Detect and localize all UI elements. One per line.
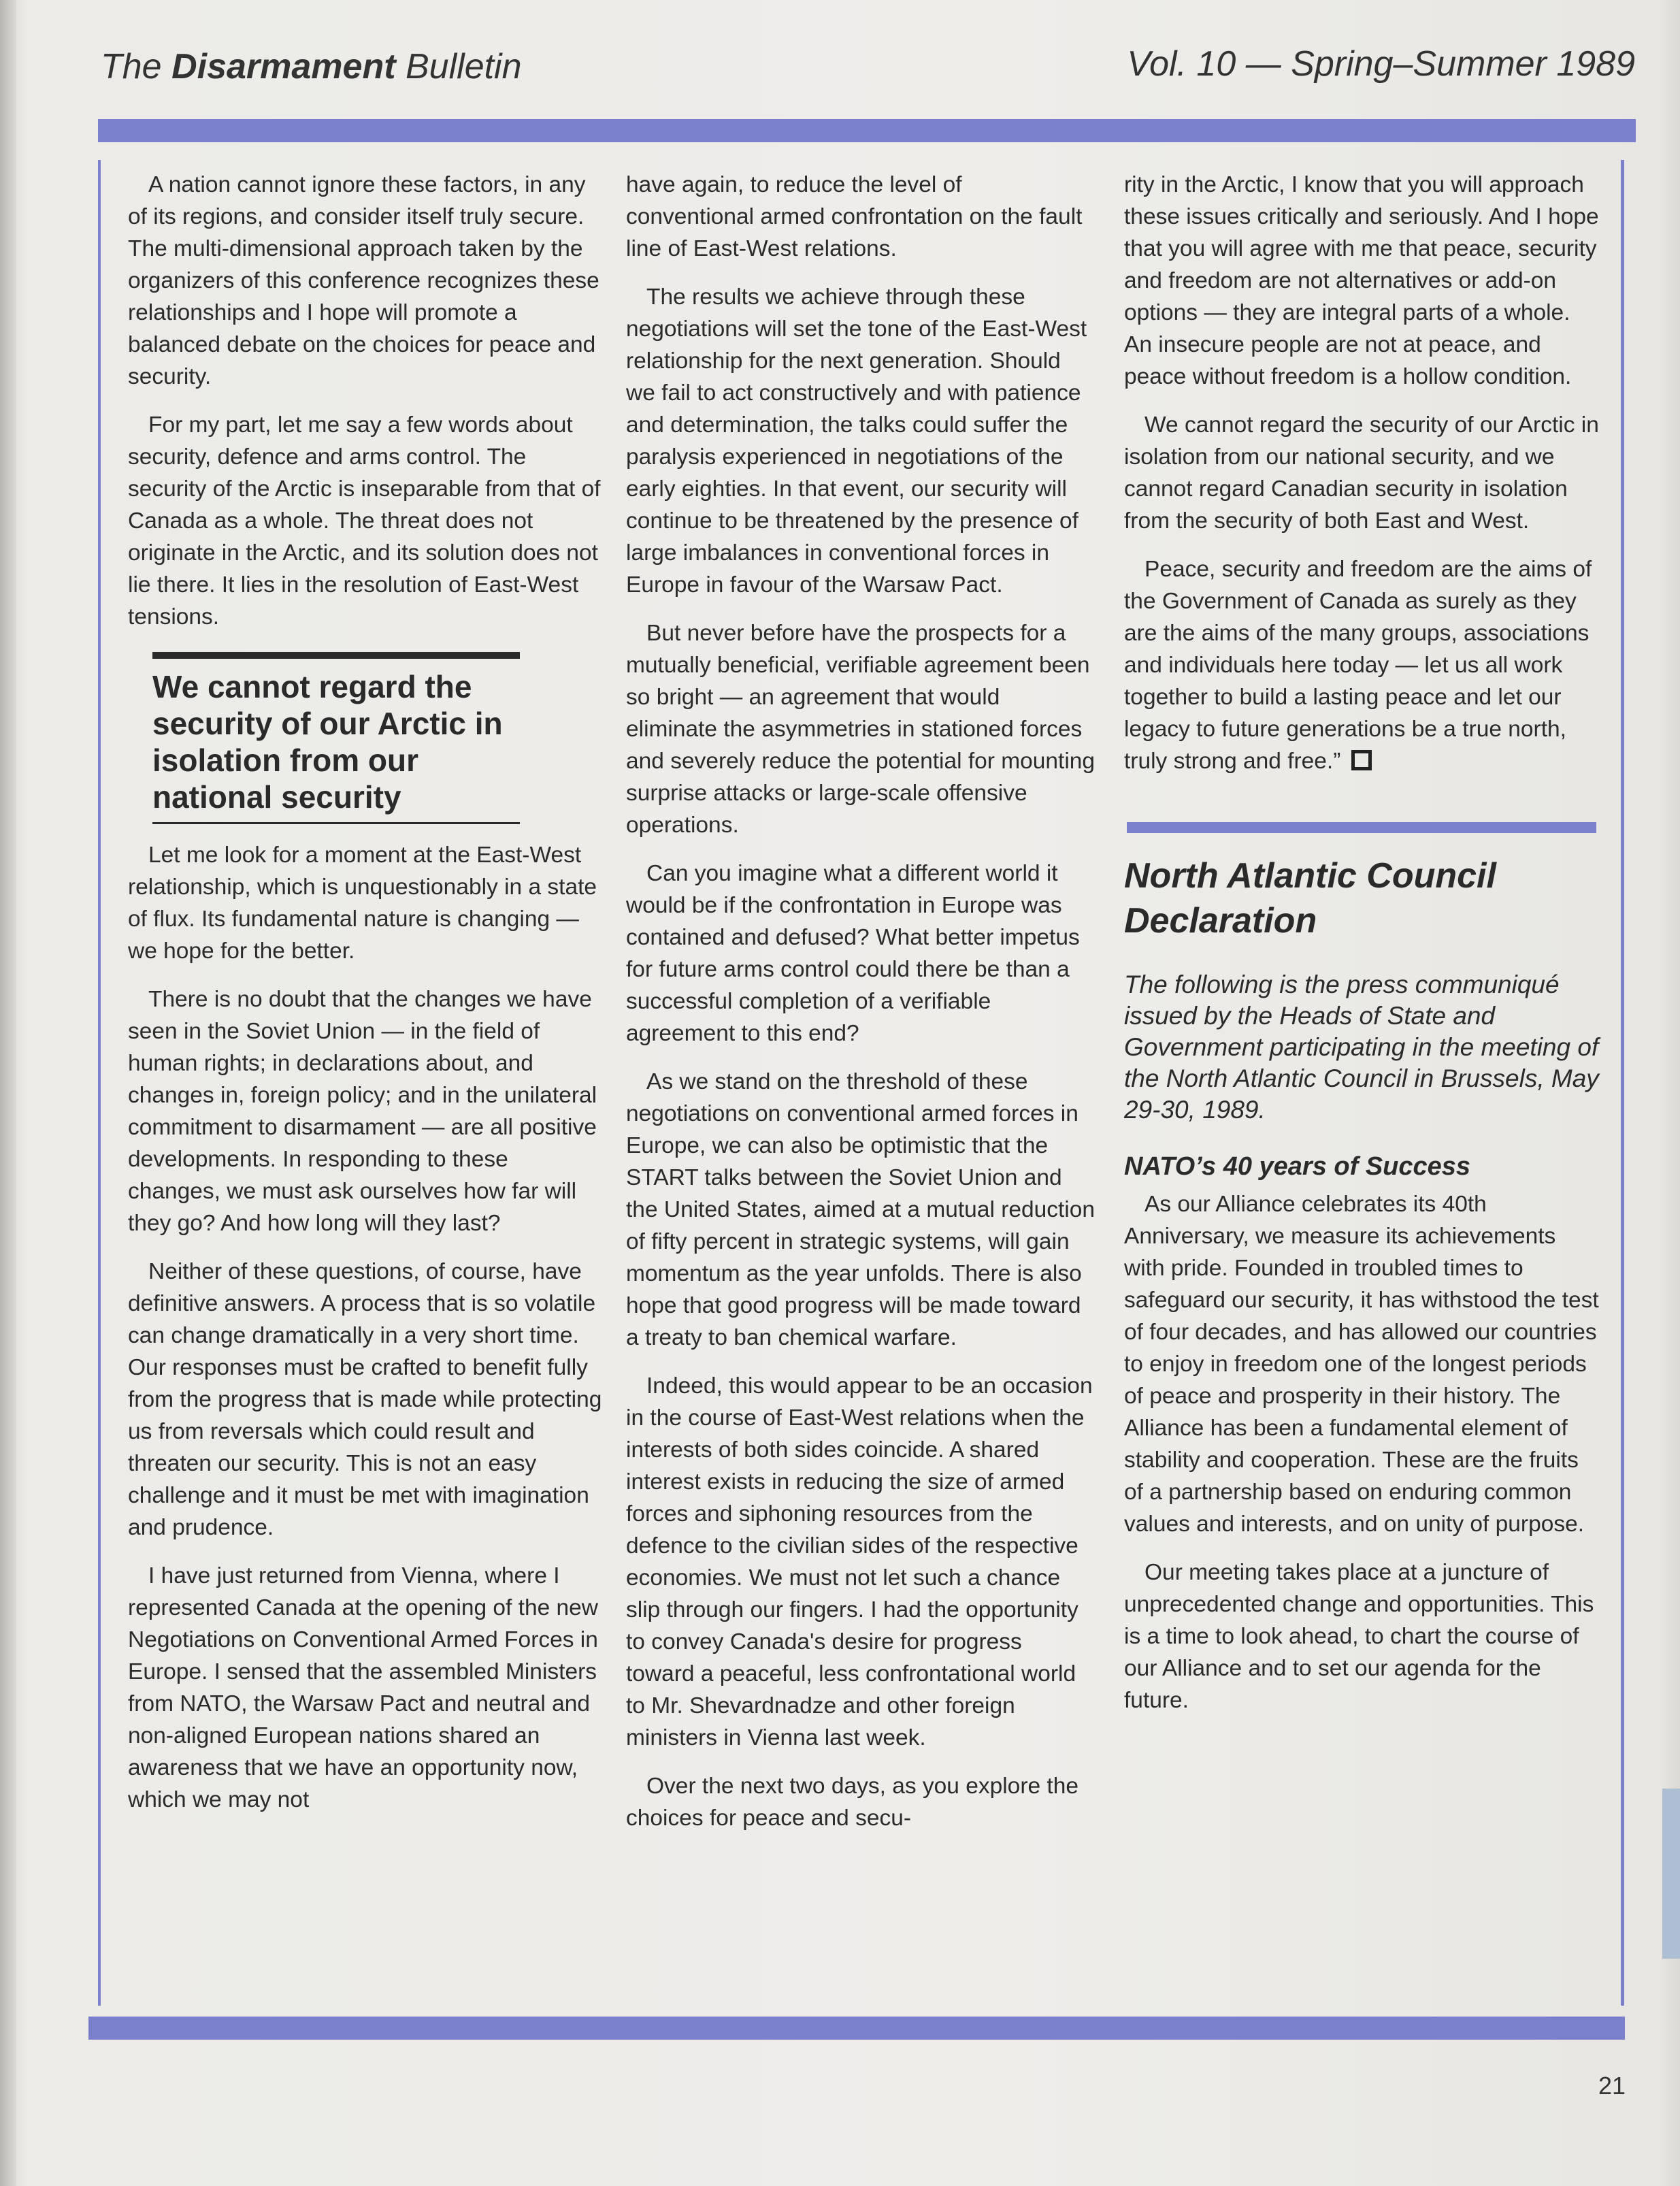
left-vertical-rule [98, 160, 101, 2006]
paragraph-final [1124, 553, 1600, 777]
publication-title-suffix: Bulletin [395, 47, 522, 86]
section-subhead: NATO’s 40 years of Success [1124, 1152, 1471, 1181]
top-accent-bar [98, 119, 1636, 142]
column-1 [128, 169, 604, 1832]
paragraph: rity in the Arctic, I know that you will approach these issues critically and seriously. And I hope that you will agree with me that peace, security and freedom are not alternatives or add-on options — they are integral parts of a whole. An insecure people are not at peace, and peace without freedom is a hollow condition. [1124, 172, 1599, 389]
section-intro: The following is the press communiqué issued by the Heads of State and Government participating in the meeting of the North Atlantic Council in Brussels, May 29-30, 1989. [1124, 970, 1599, 1124]
paragraph: Neither of these questions, of course, have definitive answers. A process that is so volatile can change dramatically in a very short time. Our responses must be crafted to benefit fully from the progress that is made while protecting us from reversals which could result and threaten our security. This is not an easy challenge and it must be met with imagination and prudence. [128, 1259, 602, 1540]
section-divider-bar [1127, 822, 1596, 833]
paragraph: Indeed, this would appear to be an occasion in the course of East-West relations when the interests of both sides coincide. A shared interest exists in reducing the size of armed forces and siphoning resources from the defence to the civilian sides of the respective economies. We must not let such a chance slip through our fingers. I had the opportunity to convey Canada's desire for progress toward a peaceful, less confrontational world to Mr. Shevardnadze and other foreign ministers in Vienna last week. [626, 1373, 1093, 1750]
paragraph: Our meeting takes place at a juncture of unprecedented change and opportunities. This is a time to look ahead, to chart the course of our Alliance and to set our agenda for the future. [1124, 1560, 1594, 1713]
column-2 [626, 169, 1096, 1850]
paragraph: The results we achieve through these negotiations will set the tone of the East-West relationship for the next generation. Should we fail to act constructively and with patience and determination, the talks could suffer the paralysis experienced in negotiations of the early eighties. In that event, our security will continue to be threatened by the presence of large imbalances in conventional forces in Europe in favour of the Warsaw Pact. [626, 284, 1087, 598]
column-3 [1124, 169, 1600, 1733]
paragraph: There is no doubt that the changes we have seen in the Soviet Union — in the field of human rights; in declarations about, and changes in, foreign policy; and in the unilateral commitment to disarmament — are all positive developments. In responding to these changes, we must ask ourselves how far will they go? And how long will they last? [128, 987, 597, 1236]
paragraph: A nation cannot ignore these factors, in any of its regions, and consider itself truly secure. The multi-dimensional approach taken by the organizers of this conference recognizes these relationships and I hope will promote a balanced debate on the choices for peace and security. [128, 172, 599, 389]
paragraph-final-text: Peace, security and freedom are the aims of the Government of Canada as surely as they are the aims of the many groups, associations and individuals here today — let us all work together to build a lasting peace and let our legacy to future generations be a true north, truly strong and free.” [1124, 557, 1592, 774]
publication-title-prefix: The [101, 47, 172, 86]
right-vertical-rule [1621, 160, 1624, 2006]
paragraph: For my part, let me say a few words about security, defence and arms control. The security of the Arctic is inseparable from that of Canada as a whole. The threat does not originate in the Arctic, and its solution does not lie there. It lies in the resolution of East-West tensions. [128, 412, 601, 630]
paragraph: But never before have the prospects for a mutually beneficial, verifiable agreement been so bright — an agreement that would eliminate the asymmetries in stationed forces and severely reduce the potential for mounting surprise attacks or large-scale offensive operations. [626, 621, 1096, 838]
bottom-accent-bar [88, 2017, 1625, 2040]
paragraph: As our Alliance celebrates its 40th Anniversary, we measure its achievements with pride. Founded in troubled times to safeguard our security, it has withstood the test of four decades, and has allowed our countries to enjoy in freedom one of the longest periods of peace and prosperity in their history. The Alliance has been a fundamental element of stability and cooperation. These are the fruits of a partnership based on enduring common values and interests, and on unity of purpose. [1124, 1192, 1599, 1537]
page-number: 21 [1598, 2072, 1626, 2100]
paragraph: We cannot regard the security of our Arctic in isolation from our national security, and we cannot regard Canadian security in isolation from the security of both East and West. [1124, 412, 1599, 534]
issue-label: Vol. 10 — Spring–Summer 1989 [1127, 44, 1635, 84]
section-title: North Atlantic Council Declaration [1124, 856, 1496, 941]
paragraph: have again, to reduce the level of conventional armed confrontation on the fault line of East-West relations. [626, 172, 1083, 261]
next-page-tab [1662, 1789, 1680, 1959]
paragraph: Over the next two days, as you explore the choices for peace and secu- [626, 1774, 1078, 1831]
paragraph: Let me look for a moment at the East-West relationship, which is unquestionably in a state of flux. Its fundamental nature is changing — we hope for the better. [128, 843, 597, 964]
binding-edge [0, 0, 16, 2186]
publication-title-bold: Disarmament [171, 47, 396, 86]
paragraph: As we stand on the threshold of these negotiations on conventional armed forces in Europe, we can also be optimistic that the START talks between the Soviet Union and the United States, aimed at a mutual reduction of fifty percent in strategic systems, will gain momentum as the year unfolds. There is also hope that good progress will be made toward a treaty to ban chemical warfare. [626, 1069, 1096, 1350]
end-of-article-square-icon [1351, 750, 1372, 770]
publication-title [101, 46, 522, 87]
pull-quote-text: We cannot regard the security of our Arctic in isolation from our national security [152, 669, 503, 815]
pull-quote [152, 652, 520, 824]
paragraph: Can you imagine what a different world it would be if the confrontation in Europe was contained and defused? What better impetus for future arms control could there be than a successful completion of a verifiable agreement to this end? [626, 861, 1080, 1046]
paragraph: I have just returned from Vienna, where I represented Canada at the opening of the new Negotiations on Conventional Armed Forces in Europe. I sensed that the assembled Ministers from NATO, the Warsaw Pact and neutral and non-aligned European nations shared an awareness that we have an opportunity now, which we may not [128, 1563, 598, 1812]
